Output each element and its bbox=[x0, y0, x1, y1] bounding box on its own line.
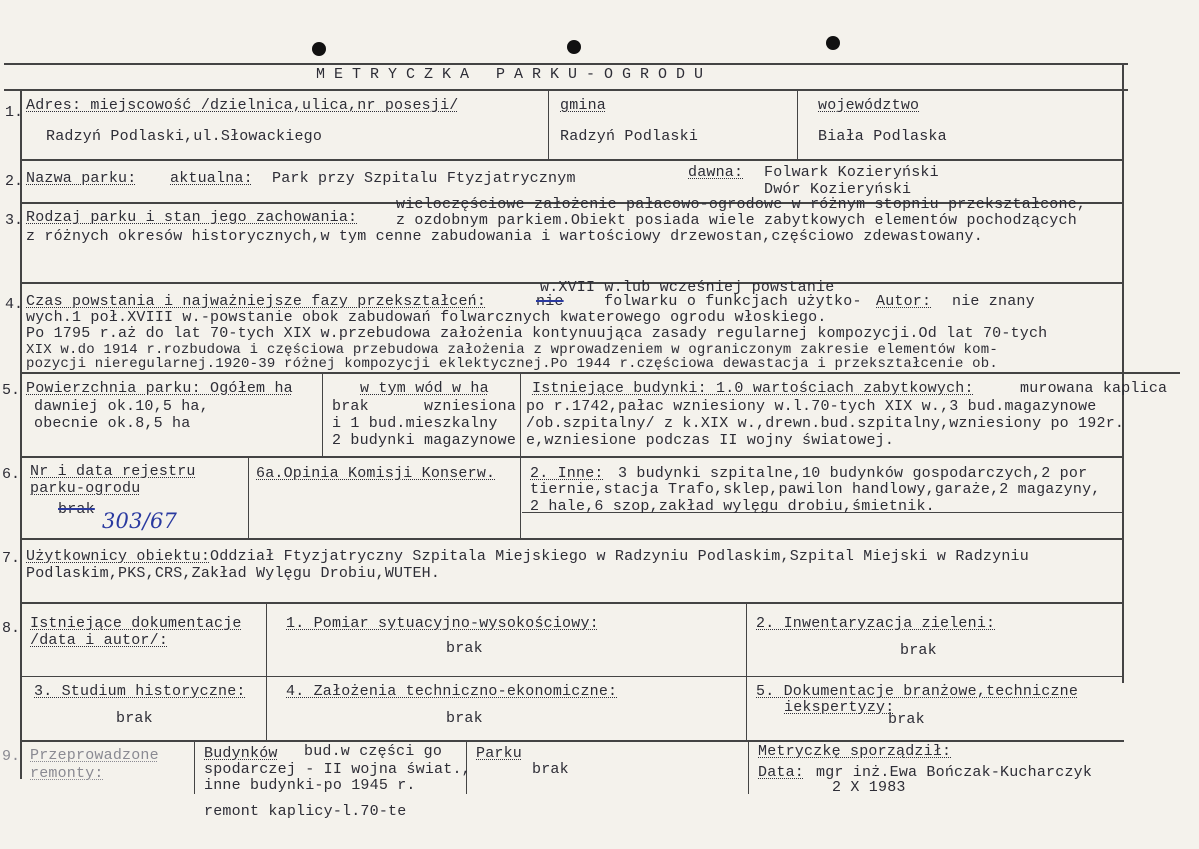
history-line-4: XIX w.do 1914 r.rozbudowa i częściowa przebudowa założenia z wprowadzeniem w ograniczonym zakresie elementów kom- bbox=[26, 342, 998, 358]
history-line-5: pozycji nieregularnej.1920-39 różnej kompozycji eklektycznej.Po 1944 r.częściowa dewastacja i przekształcenie ob. bbox=[26, 356, 998, 372]
area-label: Powierzchnia parku: Ogółem ha bbox=[26, 380, 293, 397]
row-number: 9. bbox=[2, 748, 21, 765]
punch-hole bbox=[826, 36, 840, 50]
current-name-label: aktualna: bbox=[170, 170, 253, 187]
author-value: nie znany bbox=[952, 293, 1035, 310]
rule-row6 bbox=[20, 538, 1124, 540]
history-above: w.XVII w.lub wcześniej powstanie bbox=[540, 279, 835, 296]
park-repairs-label: Parku bbox=[476, 745, 523, 762]
prepared-by-value: mgr inż.Ewa Bończak-Kucharczyk bbox=[816, 764, 1093, 781]
industry-docs-label-1: 5. Dokumentacje branżowe,techniczne bbox=[756, 683, 1079, 700]
water-area-line-2: i 1 bud.mieszkalny bbox=[332, 415, 498, 432]
former-name-value-1: Folwark Kozieryński bbox=[764, 164, 939, 181]
documents-label-1: Istniejące dokumentacje bbox=[30, 615, 242, 632]
other-buildings-label: 2. Inne: bbox=[530, 465, 604, 482]
register-handwritten-number: 303/67 bbox=[102, 509, 178, 533]
row-number: 3. bbox=[5, 212, 24, 229]
former-name-label: dawna: bbox=[688, 164, 744, 181]
other-buildings-line-1: 3 budynki szpitalne,10 budynków gospodarczych,2 por bbox=[618, 465, 1088, 482]
users-label: Użytkownicy obiektu: bbox=[26, 548, 211, 565]
punch-hole bbox=[312, 42, 326, 56]
buildings-line-1: murowana kaplica bbox=[1020, 380, 1168, 397]
documents-label-2: /data i autor/: bbox=[30, 632, 169, 649]
greenery-label: 2. Inwentaryzacja zieleni: bbox=[756, 615, 996, 632]
park-type-line-3: z różnych okresów historycznych,w tym cenne zabudowania i wartościowy drzewostan,częściowo zdewastowany. bbox=[26, 228, 983, 245]
buildings-repairs-line-1: bud.w części go bbox=[304, 743, 443, 760]
rule-left bbox=[20, 89, 22, 779]
rule-right bbox=[1122, 63, 1124, 683]
address-value: Radzyń Podlaski,ul.Słowackiego bbox=[46, 128, 323, 145]
row-number: 6. bbox=[2, 466, 21, 483]
water-area-line-1: brak wzniesiona bbox=[332, 398, 517, 415]
repairs-label-1: Przeprowadzone bbox=[30, 747, 159, 764]
gmina-value: Radzyń Podlaski bbox=[560, 128, 699, 145]
row-number: 5. bbox=[2, 382, 21, 399]
rule-row7 bbox=[20, 602, 1124, 604]
current-name-value: Park przy Szpitalu Ftyzjatrycznym bbox=[272, 170, 576, 187]
voivodeship-label: województwo bbox=[818, 97, 920, 114]
rule-row5 bbox=[20, 456, 1124, 458]
punch-hole bbox=[567, 40, 581, 54]
address-label: Adres: miejscowość /dzielnica,ulica,nr posesji/ bbox=[26, 97, 459, 114]
history-study-label: 3. Studium historyczne: bbox=[34, 683, 246, 700]
former-name-value-2: Dwór Kozieryński bbox=[764, 181, 912, 198]
area-current: obecnie ok.8,5 ha bbox=[34, 415, 191, 432]
buildings-repairs-label: Budynków bbox=[204, 745, 278, 762]
history-line-3: Po 1795 r.aż do lat 70-tych XIX w.przebudowa założenia kontynuująca zasady regularnej kompozycji.Od lat 70-tych bbox=[26, 325, 1048, 342]
row-number: 7. bbox=[2, 550, 21, 567]
rule-v5b bbox=[520, 374, 521, 538]
row-number: 4. bbox=[5, 296, 24, 313]
rule-v9a bbox=[194, 742, 195, 794]
buildings-repairs-line-2: spodarczej - II wojna świat., bbox=[204, 761, 471, 778]
users-line-1: Oddział Ftyzjatryczny Szpitala Miejskiego w Radzyniu Podlaskim,Szpital Miejski w Radzyniu bbox=[210, 548, 1029, 565]
survey-value: brak bbox=[446, 640, 483, 657]
history-struck-word: nie bbox=[536, 293, 564, 310]
other-buildings-line-2: tiernie,stacja Trafo,sklep,pawilon handlowy,garaże,2 magazyny, bbox=[530, 481, 1101, 498]
rule-v6a bbox=[248, 458, 249, 538]
history-label: Czas powstania i najważniejsze fazy przekształceń: bbox=[26, 293, 487, 310]
industry-docs-value: brak bbox=[888, 711, 925, 728]
row-number: 1. bbox=[5, 104, 24, 121]
history-line-1: folwarku o funkcjach użytko- bbox=[604, 293, 862, 310]
park-type-line-2: z ozdobnym parkiem.Obiekt posiada wiele zabytkowych elementów pochodzących bbox=[396, 212, 1077, 229]
water-area-line-3: 2 budynki magazynowe bbox=[332, 432, 517, 449]
rule-v9c bbox=[748, 742, 749, 794]
park-repairs-value: brak bbox=[532, 761, 569, 778]
buildings-line-4: e,wzniesione podczas II wojny światowej. bbox=[526, 432, 895, 449]
prepared-date-value: 2 X 1983 bbox=[832, 779, 906, 796]
row-number: 8. bbox=[2, 620, 21, 637]
park-name-label: Nazwa parku: bbox=[26, 170, 137, 187]
history-study-value: brak bbox=[116, 710, 153, 727]
water-area-label: w tym wód w ha bbox=[360, 380, 489, 397]
buildings-repairs-line-3: inne budynki-po 1945 r. bbox=[204, 777, 416, 794]
other-buildings-line-3: 2 hale,6 szop,zakład wylęgu drobiu,śmietnik. bbox=[530, 498, 935, 515]
buildings-repairs-line-4: remont kaplicy-l.70-te bbox=[204, 803, 407, 820]
rule-v8b bbox=[746, 604, 747, 740]
rule-row8a bbox=[20, 676, 1124, 677]
industry-docs-label-2: iekspertyzy: bbox=[784, 699, 895, 716]
repairs-label-2: remonty: bbox=[30, 765, 104, 782]
park-type-label: Rodzaj parku i stan jego zachowania: bbox=[26, 209, 358, 226]
users-line-2: Podlaskim,PKS,CRS,Zakład Wylęgu Drobiu,WUTEH. bbox=[26, 565, 441, 582]
rule-row1 bbox=[20, 159, 1124, 161]
register-struck-value: brak bbox=[58, 501, 95, 518]
buildings-label: Istniejące budynki: 1.0 wartościach zabytkowych: bbox=[532, 380, 974, 397]
row-number: 2. bbox=[5, 173, 24, 190]
survey-label: 1. Pomiar sytuacyjno-wysokościowy: bbox=[286, 615, 599, 632]
rule-v1a bbox=[548, 91, 549, 159]
rule-row8 bbox=[20, 740, 1124, 742]
author-label: Autor: bbox=[876, 293, 932, 310]
voivodeship-value: Biała Podlaska bbox=[818, 128, 947, 145]
card-title: METRYCZKA PARKU-OGRODU bbox=[316, 66, 713, 83]
rule-title bbox=[4, 89, 1128, 91]
tech-economic-value: brak bbox=[446, 710, 483, 727]
gmina-label: gmina bbox=[560, 97, 607, 114]
rule-row4 bbox=[20, 372, 1180, 374]
rule-v8a bbox=[266, 604, 267, 740]
history-line-2: wych.1 poł.XVIII w.-powstanie obok zabudowań folwarcznych kwaterowego ogrodu włoskiego. bbox=[26, 309, 827, 326]
buildings-line-3: /ob.szpitalny/ z k.XIX w.,drewn.bud.szpitalny,wzniesiony po 192r. bbox=[526, 415, 1125, 432]
greenery-value: brak bbox=[900, 642, 937, 659]
buildings-line-2: po r.1742,pałac wzniesiony w.l.70-tych XIX w.,3 bud.magazynowe bbox=[526, 398, 1097, 415]
opinion-label: 6a.Opinia Komisji Konserw. bbox=[256, 465, 496, 482]
area-former: dawniej ok.10,5 ha, bbox=[34, 398, 209, 415]
tech-economic-label: 4. Założenia techniczno-ekonomiczne: bbox=[286, 683, 618, 700]
register-label-1: Nr i data rejestru bbox=[30, 463, 196, 480]
prepared-by-label: Metryczkę sporządził: bbox=[758, 743, 952, 760]
park-type-line-1: wieloczęściowe założenie pałacowo-ogrodowe w różnym stopniu przekształcone, bbox=[396, 196, 1087, 213]
rule-top bbox=[4, 63, 1128, 65]
date-label: Data: bbox=[758, 764, 805, 781]
rule-v5a bbox=[322, 374, 323, 456]
register-label-2: parku-ogrodu bbox=[30, 480, 141, 497]
rule-v1b bbox=[797, 91, 798, 159]
